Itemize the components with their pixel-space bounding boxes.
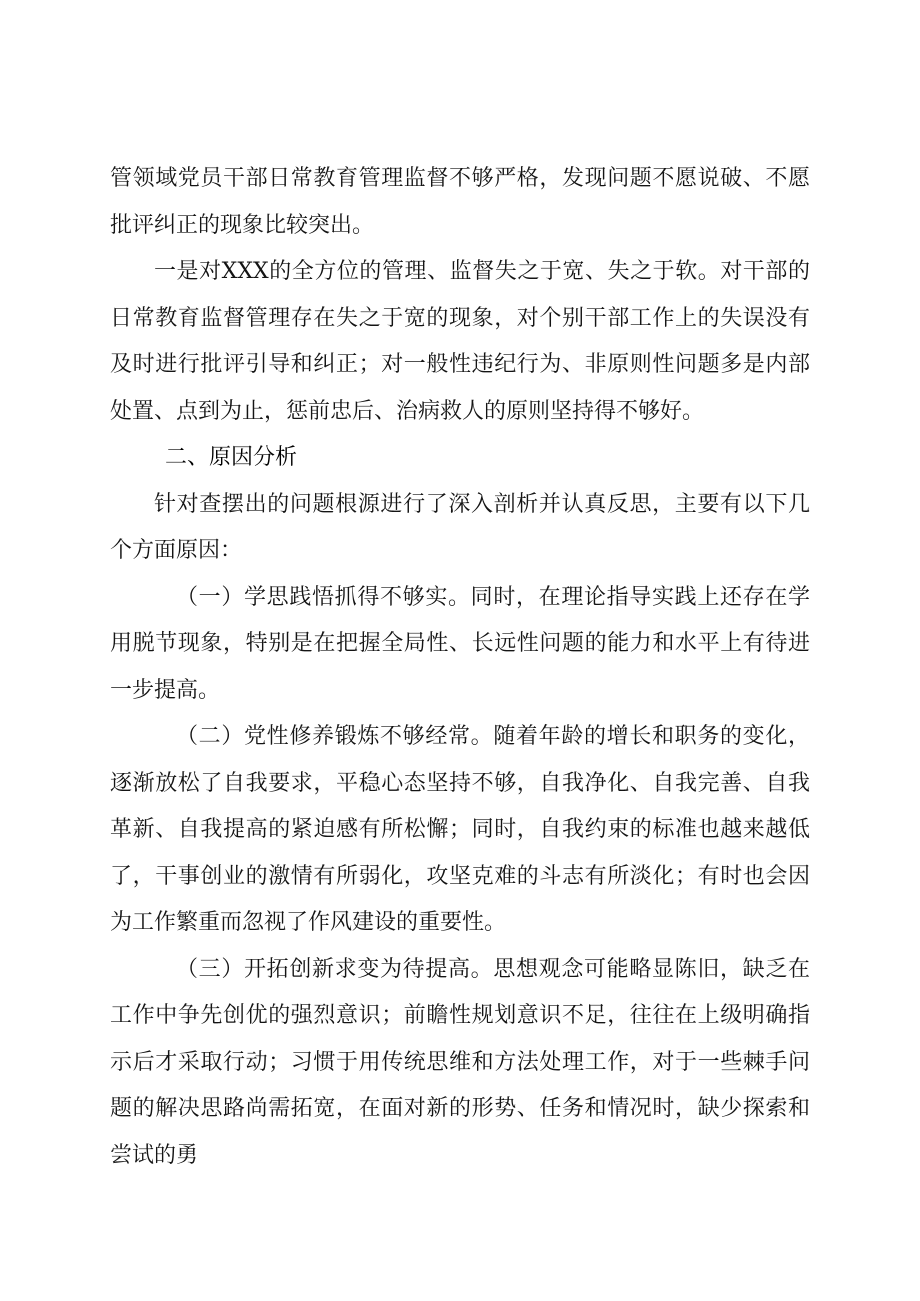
paragraph-intro: 针对查摆出的问题根源进行了深入剖析并认真反思，主要有以下几个方面原因：	[110, 491, 810, 563]
document-body	[110, 156, 810, 1179]
paragraph-cause-2: （二）党性修养锻炼不够经常。随着年龄的增长和职务的变化，逐渐放松了自我要求，平稳心态坚持不够，自我净化、自我完善、自我革新、自我提高的紧迫感有所松懈；同时，自我约束的标准也越来越低了，干事创业的激情有所弱化，攻坚克难的斗志有所淡化；有时也会因为工作繁重而忽视了作风建设的重要性。	[110, 724, 810, 935]
paragraph-cause-1: （一）学思践悟抓得不够实。同时，在理论指导实践上还存在学用脱节现象，特别是在把握全局性、长远性问题的能力和水平上有待进一步提高。	[110, 584, 810, 703]
section-heading-cause-analysis: 二、原因分析	[165, 445, 298, 470]
paragraph-point-one: 一是对XXX的全方位的管理、监督失之于宽、失之于软。对干部的日常教育监督管理存在失之于宽的现象，对个别干部工作上的失误没有及时进行批评引导和纠正；对一般性违纪行为、非原则性问题多是内部处置、点到为止，惩前忠后、治病救人的原则坚持得不够好。	[110, 259, 810, 424]
paragraph-continuation: 管领域党员干部日常教育管理监督不够严格，发现问题不愿说破、不愿批评纠正的现象比较突出。	[110, 166, 810, 238]
paragraph-cause-3: （三）开拓创新求变为待提高。思想观念可能略显陈旧，缺乏在工作中争先创优的强烈意识；前瞻性规划意识不足，往往在上级明确指示后才采取行动；习惯于用传统思维和方法处理工作，对于一些棘手问题的解决思路尚需拓宽，在面对新的形势、任务和情况时，缺少探索和尝试的勇	[110, 956, 810, 1168]
